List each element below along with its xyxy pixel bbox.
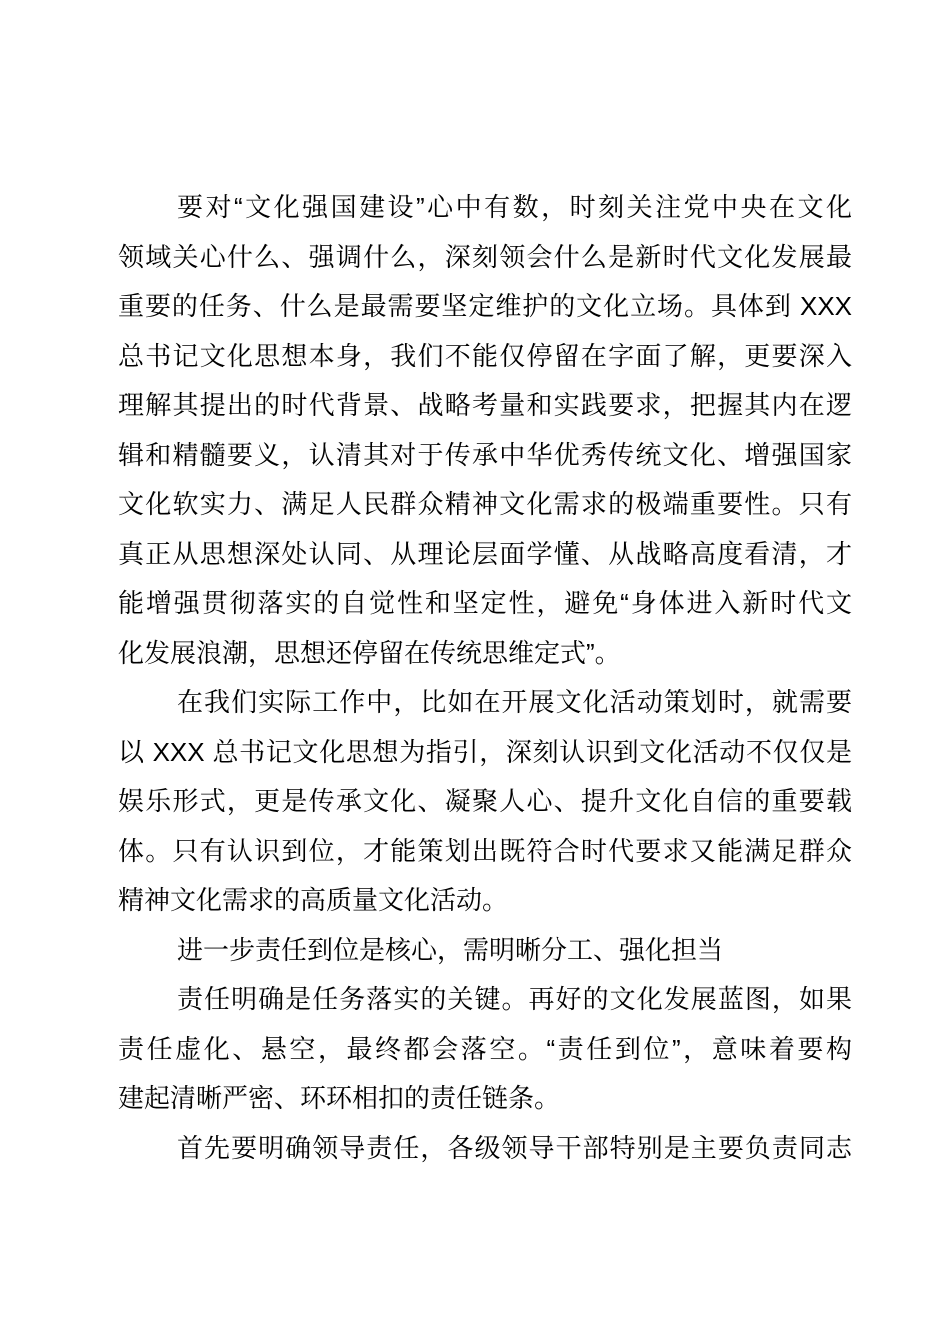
text-line: 在我们实际工作中，比如在开展文化活动策划时，就需要	[177, 687, 852, 717]
text-line: 精神文化需求的高质量文化活动。	[118, 885, 509, 915]
text-line: 责任虚化、悬空，最终都会落空。“责任到位”，意味着要构	[118, 1033, 852, 1064]
text-line: 首先要明确领导责任，各级领导干部特别是主要负责同志	[177, 1132, 852, 1163]
text-line: 进一步责任到位是核心，需明晰分工、强化担当	[177, 934, 724, 965]
text-line: 化发展浪潮，思想还停留在传统思维定式”。	[118, 637, 621, 668]
text-line: 以 XXX 总书记文化思想为指引，深刻认识到文化活动不仅仅是	[118, 736, 852, 767]
text-line: 娱乐形式，更是传承文化、凝聚人心、提升文化自信的重要载	[118, 786, 852, 816]
paragraph	[118, 183, 852, 678]
paragraph	[118, 1124, 852, 1174]
text-line: 真正从思想深处认同、从理论层面学懂、从战略高度看清，才	[118, 538, 852, 569]
paragraph	[118, 926, 852, 976]
text-line: 建起清晰严密、环环相扣的责任链条。	[118, 1083, 561, 1113]
paragraph	[118, 975, 852, 1124]
text-line: 文化软实力、满足人民群众精神文化需求的极端重要性。只有	[118, 489, 852, 519]
text-line: 要对“文化强国建设”心中有数，时刻关注党中央在文化	[177, 192, 852, 222]
text-line: 体。只有认识到位，才能策划出既符合时代要求又能满足群众	[118, 835, 852, 866]
text-line: 总书记文化思想本身，我们不能仅停留在字面了解，更要深入	[118, 340, 852, 371]
text-line: 领域关心什么、强调什么，深刻领会什么是新时代文化发展最	[118, 241, 852, 272]
text-line: 辑和精髓要义，认清其对于传承中华优秀传统文化、增强国家	[118, 439, 852, 470]
document-body	[118, 183, 852, 1173]
text-line: 责任明确是任务落实的关键。再好的文化发展蓝图，如果	[177, 984, 852, 1014]
text-line: 理解其提出的时代背景、战略考量和实践要求，把握其内在逻	[118, 390, 852, 420]
text-line: 重要的任务、什么是最需要坚定维护的文化立场。具体到 XXX	[118, 291, 852, 321]
paragraph	[118, 678, 852, 926]
text-line: 能增强贯彻落实的自觉性和坚定性，避免“身体进入新时代文	[118, 588, 852, 618]
